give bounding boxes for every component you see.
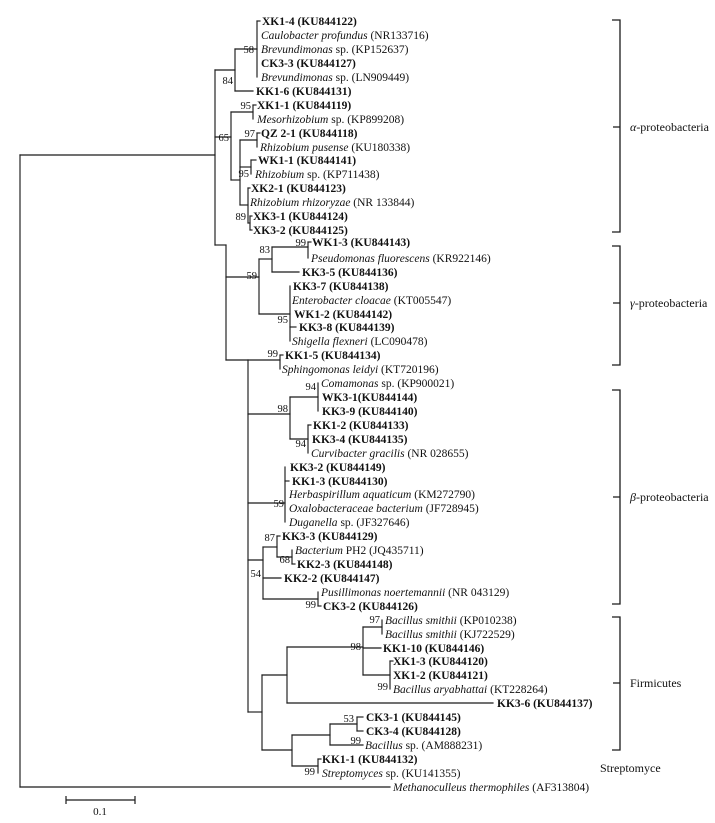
bootstrap-value: 95 bbox=[277, 315, 288, 326]
leaf-label: XK2-1 (KU844123) bbox=[251, 183, 346, 195]
leaf-label: WK1-1 (KU844141) bbox=[258, 155, 357, 167]
leaf-label: Mesorhizobium sp. (KP899208) bbox=[257, 114, 405, 126]
leaf-label: XK1-2 (KU844121) bbox=[393, 670, 488, 682]
group-bracket bbox=[612, 20, 620, 232]
group-label: Firmicutes bbox=[630, 676, 682, 690]
group-label: γ-proteobacteria bbox=[630, 296, 708, 310]
leaf-label: Sphingomonas leidyi (KT720196) bbox=[282, 364, 439, 376]
group-bracket bbox=[612, 617, 620, 750]
bootstrap-value: 98 bbox=[350, 642, 361, 653]
bootstrap-value: 94 bbox=[295, 439, 306, 450]
bootstrap-value: 99 bbox=[295, 238, 306, 249]
leaf-label: Pseudomonas fluorescens (KR922146) bbox=[311, 253, 491, 265]
bootstrap-value: 94 bbox=[305, 382, 316, 393]
leaf-label: Bacterium PH2 (JQ435711) bbox=[295, 545, 424, 557]
group-label: α-proteobacteria bbox=[630, 120, 709, 134]
bootstrap-value: 58 bbox=[243, 45, 254, 56]
group-bracket bbox=[612, 390, 620, 604]
leaf-label: WK1-2 (KU844142) bbox=[294, 309, 393, 321]
bootstrap-value: 84 bbox=[222, 76, 233, 87]
leaf-label: KK1-2 (KU844133) bbox=[313, 420, 409, 432]
leaf-label: Bacillus smithii (KJ722529) bbox=[385, 629, 515, 641]
leaf-label: CK3-1 (KU844145) bbox=[366, 712, 461, 724]
bootstrap-value: 59 bbox=[273, 499, 284, 510]
bootstrap-value: 99 bbox=[305, 600, 316, 611]
leaf-label: XK3-2 (KU844125) bbox=[253, 225, 348, 237]
bootstrap-value: 99 bbox=[350, 736, 361, 747]
bootstrap-value: 97 bbox=[369, 615, 380, 626]
leaf-label: QZ 2-1 (KU844118) bbox=[261, 128, 358, 140]
leaf-label: KK2-3 (KU844148) bbox=[297, 559, 393, 571]
leaf-label: CK3-3 (KU844127) bbox=[261, 58, 356, 70]
bootstrap-value: 83 bbox=[259, 245, 270, 256]
leaf-label: Rhizobium rhizoryzae (NR 133844) bbox=[250, 197, 415, 209]
leaf-label: Streptomyces sp. (KU141355) bbox=[322, 768, 461, 780]
group-label: Streptomyce bbox=[600, 761, 661, 775]
bootstrap-value: 95 bbox=[240, 101, 251, 112]
bootstrap-value: 89 bbox=[235, 212, 246, 223]
leaf-label: KK2-2 (KU844147) bbox=[284, 573, 380, 585]
bootstrap-value: 97 bbox=[244, 129, 255, 140]
scale-bar-label: 0.1 bbox=[93, 806, 107, 818]
leaf-label: Rhizobium pusense (KU180338) bbox=[260, 142, 411, 154]
leaf-label: KK1-10 (KU844146) bbox=[383, 643, 485, 655]
leaf-label: XK1-3 (KU844120) bbox=[393, 656, 488, 668]
leaf-label: Bacillus smithii (KP010238) bbox=[385, 615, 517, 627]
leaf-label: Duganella sp. (JF327646) bbox=[289, 517, 410, 529]
leaf-label: XK1-4 (KU844122) bbox=[262, 16, 357, 28]
leaf-label: Caulobacter profundus (NR133716) bbox=[261, 30, 429, 42]
leaf-label: WK3-1(KU844144) bbox=[322, 392, 418, 404]
leaf-label: KK1-1 (KU844132) bbox=[322, 754, 418, 766]
bootstrap-value: 59 bbox=[246, 271, 257, 282]
bootstrap-value: 54 bbox=[250, 569, 261, 580]
leaf-label: WK1-3 (KU844143) bbox=[312, 237, 411, 249]
bootstrap-value: 98 bbox=[277, 404, 288, 415]
leaf-label: Curvibacter gracilis (NR 028655) bbox=[311, 448, 469, 460]
group-bracket bbox=[612, 246, 620, 365]
leaf-label: KK3-6 (KU844137) bbox=[497, 698, 593, 710]
leaf-label: KK1-5 (KU844134) bbox=[285, 350, 381, 362]
bootstrap-value: 68 bbox=[279, 555, 290, 566]
leaf-label: Bacillus sp. (AM888231) bbox=[365, 740, 483, 752]
leaf-label: Brevundimonas sp. (LN909449) bbox=[261, 72, 410, 84]
leaf-label: KK3-9 (KU844140) bbox=[322, 406, 418, 418]
leaf-label: KK1-3 (KU844130) bbox=[292, 476, 388, 488]
leaf-label: KK3-2 (KU844149) bbox=[290, 462, 386, 474]
leaf-label: Herbaspirillum aquaticum (KM272790) bbox=[289, 489, 475, 501]
group-label: β-proteobacteria bbox=[630, 490, 709, 504]
leaf-label: CK3-4 (KU844128) bbox=[366, 726, 461, 738]
leaf-label: Comamonas sp. (KP900021) bbox=[321, 378, 455, 390]
bootstrap-value: 95 bbox=[238, 169, 249, 180]
leaf-label: CK3-2 (KU844126) bbox=[323, 601, 418, 613]
bootstrap-value: 99 bbox=[377, 682, 388, 693]
leaf-label: Rhizobium sp. (KP711438) bbox=[255, 169, 380, 181]
leaf-label: XK3-1 (KU844124) bbox=[253, 211, 348, 223]
leaf-label: KK3-5 (KU844136) bbox=[302, 267, 398, 279]
bootstrap-value: 99 bbox=[267, 349, 278, 360]
leaf-label: XK1-1 (KU844119) bbox=[257, 100, 352, 112]
leaf-label: KK3-4 (KU844135) bbox=[312, 434, 408, 446]
leaf-label: Bacillus aryabhattai (KT228264) bbox=[393, 684, 548, 696]
leaf-label: Oxalobacteraceae bacterium (JF728945) bbox=[289, 503, 479, 515]
leaf-label: Brevundimonas sp. (KP152637) bbox=[261, 44, 409, 56]
bootstrap-value: 65 bbox=[218, 133, 229, 144]
bootstrap-value: 87 bbox=[264, 533, 275, 544]
leaf-label: Methanoculleus thermophiles (AF313804) bbox=[393, 782, 590, 794]
leaf-label: KK3-8 (KU844139) bbox=[299, 322, 395, 334]
leaf-label: Pusillimonas noertemannii (NR 043129) bbox=[321, 587, 510, 599]
bootstrap-value: 99 bbox=[304, 767, 315, 778]
leaf-label: KK3-7 (KU844138) bbox=[293, 281, 389, 293]
leaf-label: Shigella flexneri (LC090478) bbox=[292, 336, 428, 348]
bootstrap-value: 53 bbox=[343, 714, 354, 725]
leaf-label: Enterobacter cloacae (KT005547) bbox=[292, 295, 452, 307]
leaf-label: KK1-6 (KU844131) bbox=[256, 86, 352, 98]
leaf-label: KK3-3 (KU844129) bbox=[282, 531, 378, 543]
